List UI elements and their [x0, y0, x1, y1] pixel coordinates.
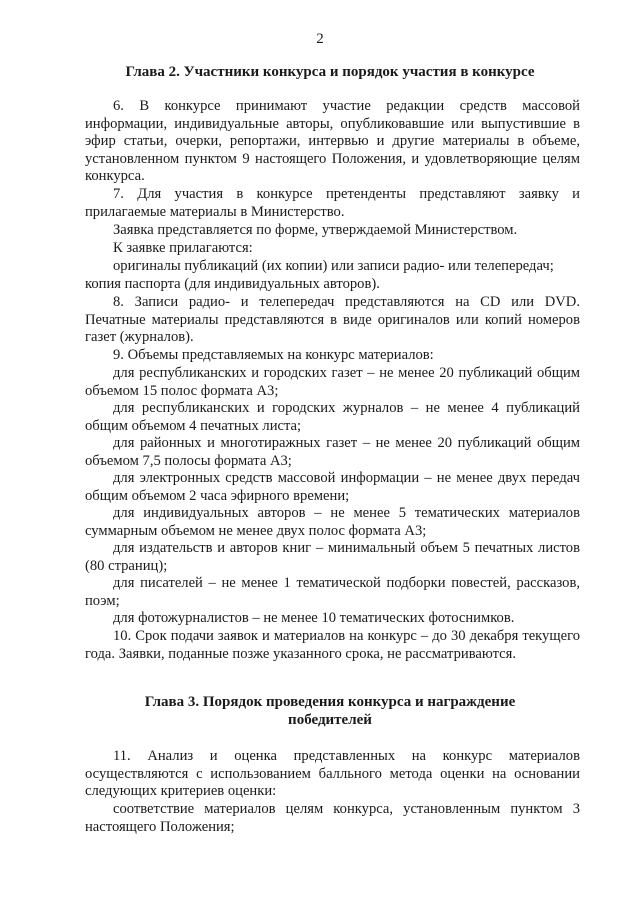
paragraph-9-republican-journals: для республиканских и городских журналов – не менее 4 публикаций общим объемом 4 печатных листа;	[85, 400, 580, 434]
paragraph-9-electronic-media: для электронных средств массовой информации – не менее двух передач общим объемом 2 часа эфирного времени;	[85, 470, 580, 504]
paragraph-10: 10. Срок подачи заявок и материалов на конкурс – до 30 декабря текущего года. Заявки, поданные позже указанного срока, не рассматриваются.	[85, 628, 580, 662]
paragraph-8: 8. Записи радио- и телепередач представляются на CD или DVD. Печатные материалы представляются в виде оригиналов или копий номеров газет (журналов).	[85, 294, 580, 346]
chapter-3-title: Глава 3. Порядок проведения конкурса и награждение победителей	[144, 694, 516, 728]
paragraph-7-attachments-heading: К заявке прилагаются:	[113, 240, 253, 256]
paragraph-7: 7. Для участия в конкурсе претенденты представляют заявку и прилагаемые материалы в Министерство.	[85, 186, 580, 220]
paragraph-9-photojournalists: для фотожурналистов – не менее 10 тематических фотоснимков.	[113, 610, 515, 626]
paragraph-9-republican-newspapers: для республиканских и городских газет – не менее 20 публикаций общим объемом 15 полос формата А3;	[85, 365, 580, 399]
paragraph-11-criterion-1: соответствие материалов целям конкурса, установленным пунктом 3 настоящего Положения;	[85, 801, 580, 835]
paragraph-7-application: Заявка представляется по форме, утверждаемой Министерством.	[113, 222, 518, 238]
paragraph-9-writers: для писателей – не менее 1 тематической подборки повестей, рассказов, поэм;	[85, 575, 580, 609]
paragraph-6: 6. В конкурсе принимают участие редакции средств массовой информации, индивидуальные авторы, опубликовавшие или выпустившие в эфир статьи, очерки, репортажи, интервью и другие материалы в объеме, установленном пунктом 9 настоящего Положения, и удовлетворяющие целям конкурса.	[85, 98, 580, 185]
page-number: 2	[316, 31, 324, 47]
paragraph-9-district-newspapers: для районных и многотиражных газет – не менее 20 публикаций общим объемом 7,5 полосы формата А3;	[85, 435, 580, 469]
paragraph-9-individual-authors: для индивидуальных авторов – не менее 5 тематических материалов суммарным объемом не менее двух полос формата А3;	[85, 505, 580, 539]
paragraph-7-originals: оригиналы публикаций (их копии) или записи радио- или телепередач;	[113, 258, 554, 274]
chapter-2-title: Глава 2. Участники конкурса и порядок участия в конкурсе	[125, 64, 535, 80]
paragraph-9: 9. Объемы представляемых на конкурс материалов:	[113, 347, 434, 363]
paragraph-11: 11. Анализ и оценка представленных на конкурс материалов осуществляются с использованием балльного метода оценки на основании следующих критериев оценки:	[85, 748, 580, 800]
paragraph-9-publishers: для издательств и авторов книг – минимальный объем 5 печатных листов (80 страниц);	[85, 540, 580, 574]
paragraph-7-passport: копия паспорта (для индивидуальных авторов).	[85, 276, 380, 292]
